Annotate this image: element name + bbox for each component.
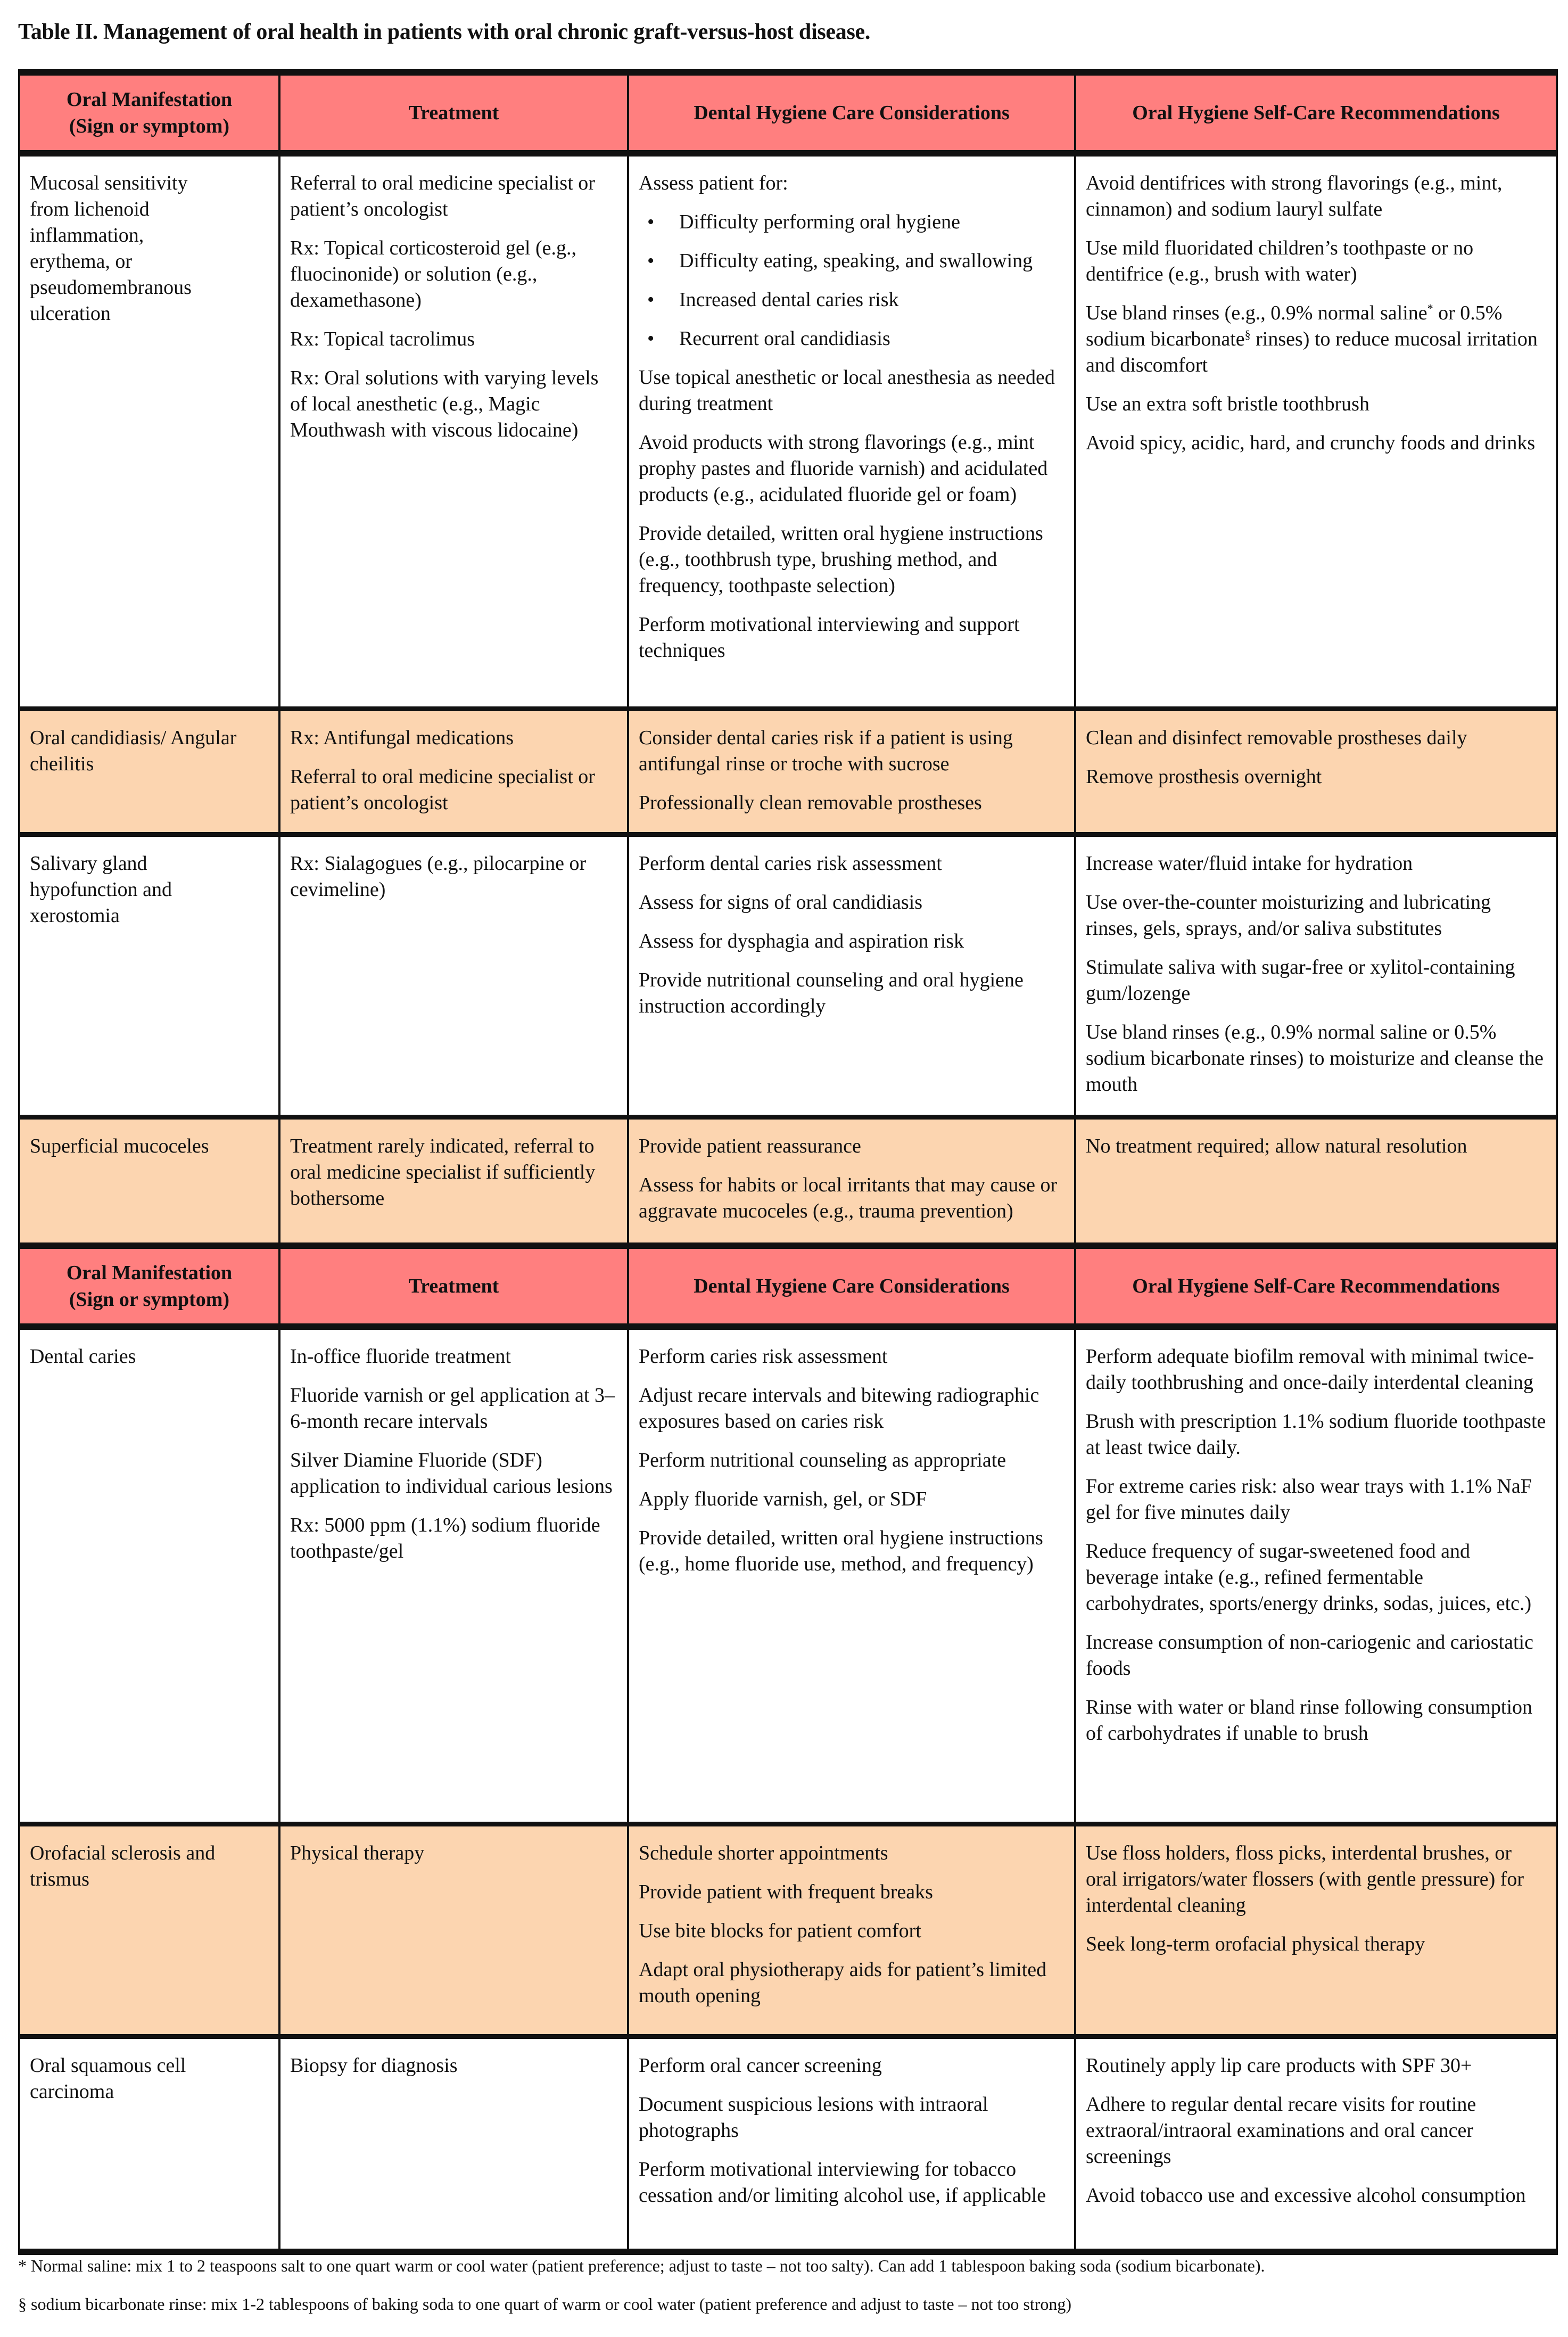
self-care-item: Use floss holders, floss picks, interdental brushes, or oral irrigators/water flossers (with gentle pressure) for interdental cleaning — [1086, 1841, 1524, 1916]
table-row — [19, 1824, 1557, 2036]
header-row-repeat — [19, 1246, 1557, 1327]
footnote-marker-section: § — [1244, 327, 1251, 341]
self-care-item: Remove prosthesis overnight — [1086, 765, 1322, 788]
care-item: Assess for dysphagia and aspiration risk — [639, 929, 964, 952]
self-care-item: Routinely apply lip care products with SPF 30+ — [1086, 2054, 1472, 2077]
table-row — [19, 709, 1557, 834]
self-care-item: Avoid dentifrices with strong flavorings (e.g., mint, cinnamon) and sodium lauryl sulfate — [1086, 172, 1503, 220]
care-item: Perform dental caries risk assessment — [639, 852, 942, 875]
care-cell — [628, 153, 1075, 709]
header-line: (Sign or symptom) — [69, 115, 230, 137]
care-intro: Assess patient for: — [639, 172, 788, 194]
header-self-care: Oral Hygiene Self-Care Recommendations — [1075, 1246, 1557, 1327]
care-item: Schedule shorter appointments — [639, 1841, 888, 1864]
treatment-item: Referral to oral medicine specialist or patient’s oncologist — [290, 765, 595, 814]
list-item — [639, 209, 1064, 235]
treatment-item: In-office fluoride treatment — [290, 1345, 511, 1368]
care-item: Perform nutritional counseling as appropriate — [639, 1449, 1006, 1471]
self-care-cell — [1075, 1117, 1557, 1246]
self-care-item: No treatment required; allow natural resolution — [1086, 1134, 1467, 1157]
oral-health-management-table — [18, 69, 1558, 2255]
list-item — [639, 326, 1064, 352]
manifestation-cell — [19, 834, 279, 1117]
manifestation-cell — [19, 709, 279, 834]
treatment-item: Physical therapy — [290, 1841, 425, 1864]
self-care-cell — [1075, 1327, 1557, 1824]
list-item-text: Difficulty eating, speaking, and swallowing — [679, 250, 1033, 272]
care-item: Provide patient reassurance — [639, 1134, 861, 1157]
treatment-item: Fluoride varnish or gel application at 3–6-month recare intervals — [290, 1384, 615, 1433]
footnote-normal-saline: * Normal saline: mix 1 to 2 teaspoons salt to one quart warm or cool water (patient preference; adjust to taste – not too salty). Can add 1 tablespoon baking soda (sodium bicarbonate). — [18, 2256, 1265, 2275]
manifestation-text: Oral squamous cell carcinoma — [30, 2054, 186, 2103]
care-item: Assess for signs of oral candidiasis — [639, 891, 922, 914]
list-item — [639, 287, 1064, 313]
treatment-cell — [279, 709, 628, 834]
care-cell — [628, 709, 1075, 834]
header-treatment: Treatment — [279, 72, 628, 153]
care-item: Use bite blocks for patient comfort — [639, 1919, 921, 1942]
treatment-cell — [279, 834, 628, 1117]
manifestation-text: Oral candidiasis/ Angular cheilitis — [30, 726, 237, 775]
table-row — [19, 2036, 1557, 2252]
header-manifestation — [19, 1246, 279, 1327]
care-item: Avoid products with strong flavorings (e.g., mint prophy pastes and fluoride varnish) and acidulated products (e.g., acidulated fluoride gel or foam) — [639, 431, 1048, 506]
self-care-item: Brush with prescription 1.1% sodium fluoride toothpaste at least twice daily. — [1086, 1410, 1546, 1459]
self-care-cell — [1075, 834, 1557, 1117]
self-care-item: Stimulate saliva with sugar-free or xylitol-containing gum/lozenge — [1086, 956, 1515, 1005]
self-care-item: Rinse with water or bland rinse following consumption of carbohydrates if unable to brush — [1086, 1696, 1533, 1744]
bullet-icon: • — [647, 327, 655, 350]
bullet-icon: • — [647, 211, 655, 233]
care-item: Use topical anesthetic or local anesthesia as needed during treatment — [639, 366, 1055, 415]
manifestation-cell — [19, 1327, 279, 1824]
treatment-item: Rx: Oral solutions with varying levels of local anesthetic (e.g., Magic Mouthwash with viscous lidocaine) — [290, 367, 599, 441]
treatment-cell — [279, 1824, 628, 2036]
list-item-text: Increased dental caries risk — [679, 289, 899, 311]
care-item: Perform oral cancer screening — [639, 2054, 882, 2077]
treatment-item: Referral to oral medicine specialist or patient’s oncologist — [290, 172, 595, 220]
list-item-text: Difficulty performing oral hygiene — [679, 211, 960, 233]
care-cell — [628, 1117, 1075, 1246]
self-care-item: Use an extra soft bristle toothbrush — [1086, 393, 1369, 415]
care-cell — [628, 2036, 1075, 2252]
self-care-cell — [1075, 153, 1557, 709]
care-cell — [628, 1824, 1075, 2036]
header-self-care: Oral Hygiene Self-Care Recommendations — [1075, 72, 1557, 153]
manifestation-text: Dental caries — [30, 1345, 136, 1368]
care-item: Perform motivational interviewing for tobacco cessation and/or limiting alcohol use, if applicable — [639, 2158, 1046, 2207]
manifestation-cell — [19, 153, 279, 709]
treatment-item: Rx: Sialagogues (e.g., pilocarpine or cevimeline) — [290, 852, 587, 901]
self-care-item: Increase water/fluid intake for hydration — [1086, 852, 1413, 875]
treatment-item: Silver Diamine Fluoride (SDF) application to individual carious lesions — [290, 1449, 613, 1497]
care-item: Document suspicious lesions with intraoral photographs — [639, 2093, 988, 2142]
footnote-sodium-bicarbonate: § sodium bicarbonate rinse: mix 1-2 tablespoons of baking soda to one quart of warm or cool water (patient preference and adjust to taste – not too strong) — [18, 2294, 1072, 2314]
list-item — [639, 248, 1064, 274]
care-item: Perform caries risk assessment — [639, 1345, 888, 1368]
care-item: Apply fluoride varnish, gel, or SDF — [639, 1488, 927, 1510]
rinse-text: rinses) to reduce mucosal irritation and discomfort — [1086, 328, 1538, 376]
care-item: Professionally clean removable prostheses — [639, 791, 982, 814]
manifestation-text: Superficial mucoceles — [30, 1134, 209, 1157]
manifestation-text: Mucosal sensitivity from lichenoid inflammation, erythema, or pseudomembranous ulceration — [30, 172, 192, 325]
treatment-item: Biopsy for diagnosis — [290, 2054, 458, 2077]
care-item: Adapt oral physiotherapy aids for patient’s limited mouth opening — [639, 1958, 1047, 2007]
manifestation-text: Orofacial sclerosis and trismus — [30, 1841, 216, 1890]
bullet-icon: • — [647, 250, 655, 272]
care-item: Provide nutritional counseling and oral hygiene instruction accordingly — [639, 968, 1024, 1017]
care-item: Provide patient with frequent breaks — [639, 1880, 933, 1903]
self-care-item: Perform adequate biofilm removal with minimal twice-daily toothbrushing and once-daily interdental cleaning — [1086, 1345, 1534, 1394]
manifestation-text: Salivary gland hypofunction and xerostomia — [30, 852, 172, 927]
care-item: Adjust recare intervals and bitewing radiographic exposures based on caries risk — [639, 1384, 1039, 1433]
manifestation-cell — [19, 2036, 279, 2252]
self-care-item: Clean and disinfect removable prostheses daily — [1086, 726, 1467, 749]
rinse-text: or 0.5% sodium bicarbonate — [1086, 302, 1503, 350]
self-care-cell — [1075, 2036, 1557, 2252]
treatment-cell — [279, 153, 628, 709]
treatment-item: Rx: 5000 ppm (1.1%) sodium fluoride toothpaste/gel — [290, 1514, 600, 1562]
self-care-cell — [1075, 709, 1557, 834]
self-care-item — [1086, 300, 1546, 378]
assess-list — [639, 209, 1064, 352]
table-row — [19, 834, 1557, 1117]
header-care-considerations: Dental Hygiene Care Considerations — [628, 1246, 1075, 1327]
header-row — [19, 72, 1557, 153]
treatment-cell — [279, 2036, 628, 2252]
footnote-marker-asterisk: * — [1427, 301, 1433, 315]
header-line: Oral Manifestation — [66, 1262, 233, 1284]
header-line: (Sign or symptom) — [69, 1288, 230, 1311]
self-care-item: Use bland rinses (e.g., 0.9% normal saline or 0.5% sodium bicarbonate rinses) to moisturize and cleanse the mouth — [1086, 1021, 1544, 1096]
treatment-item: Rx: Topical tacrolimus — [290, 328, 475, 350]
self-care-item: Use over-the-counter moisturizing and lubricating rinses, gels, sprays, and/or saliva substitutes — [1086, 891, 1491, 940]
self-care-item: Avoid tobacco use and excessive alcohol consumption — [1086, 2184, 1526, 2207]
self-care-item: Seek long-term orofacial physical therapy — [1086, 1932, 1425, 1955]
care-item: Assess for habits or local irritants that may cause or aggravate mucoceles (e.g., trauma prevention) — [639, 1173, 1058, 1222]
header-manifestation — [19, 72, 279, 153]
table-row — [19, 1117, 1557, 1246]
self-care-item: For extreme caries risk: also wear trays with 1.1% NaF gel for five minutes daily — [1086, 1475, 1532, 1524]
self-care-item: Use mild fluoridated children’s toothpaste or no dentifrice (e.g., brush with water) — [1086, 237, 1474, 285]
header-treatment: Treatment — [279, 1246, 628, 1327]
self-care-item: Reduce frequency of sugar-sweetened food and beverage intake (e.g., refined fermentable carbohydrates, sports/energy drinks, sodas, juices, etc.) — [1086, 1540, 1532, 1615]
care-cell — [628, 1327, 1075, 1824]
care-item: Provide detailed, written oral hygiene instructions (e.g., toothbrush type, brushing method, and frequency, toothpaste selection) — [639, 522, 1043, 597]
treatment-item: Rx: Topical corticosteroid gel (e.g., fluocinonide) or solution (e.g., dexamethasone) — [290, 237, 576, 311]
care-item: Provide detailed, written oral hygiene instructions (e.g., home fluoride use, method, and frequency) — [639, 1527, 1043, 1575]
bullet-icon: • — [647, 289, 655, 311]
care-item: Consider dental caries risk if a patient is using antifungal rinse or troche with sucrose — [639, 726, 1013, 775]
self-care-item: Increase consumption of non-cariogenic and cariostatic foods — [1086, 1631, 1533, 1680]
table-row — [19, 1327, 1557, 1824]
treatment-cell — [279, 1327, 628, 1824]
treatment-item: Treatment rarely indicated, referral to oral medicine specialist if sufficiently bothersome — [290, 1134, 596, 1209]
self-care-item: Adhere to regular dental recare visits for routine extraoral/intraoral examinations and oral cancer screenings — [1086, 2093, 1476, 2168]
header-line: Oral Manifestation — [66, 88, 233, 111]
table-row — [19, 153, 1557, 709]
rinse-text: Use bland rinses (e.g., 0.9% normal saline — [1086, 302, 1427, 324]
self-care-cell — [1075, 1824, 1557, 2036]
care-cell — [628, 834, 1075, 1117]
manifestation-cell — [19, 1824, 279, 2036]
self-care-item: Avoid spicy, acidic, hard, and crunchy foods and drinks — [1086, 432, 1536, 454]
header-care-considerations: Dental Hygiene Care Considerations — [628, 72, 1075, 153]
manifestation-cell — [19, 1117, 279, 1246]
treatment-item: Rx: Antifungal medications — [290, 726, 514, 749]
list-item-text: Recurrent oral candidiasis — [679, 327, 890, 350]
care-item: Perform motivational interviewing and support techniques — [639, 613, 1020, 662]
table-title: Table II. Management of oral health in patients with oral chronic graft-versus-host disease. — [18, 20, 871, 44]
treatment-cell — [279, 1117, 628, 1246]
